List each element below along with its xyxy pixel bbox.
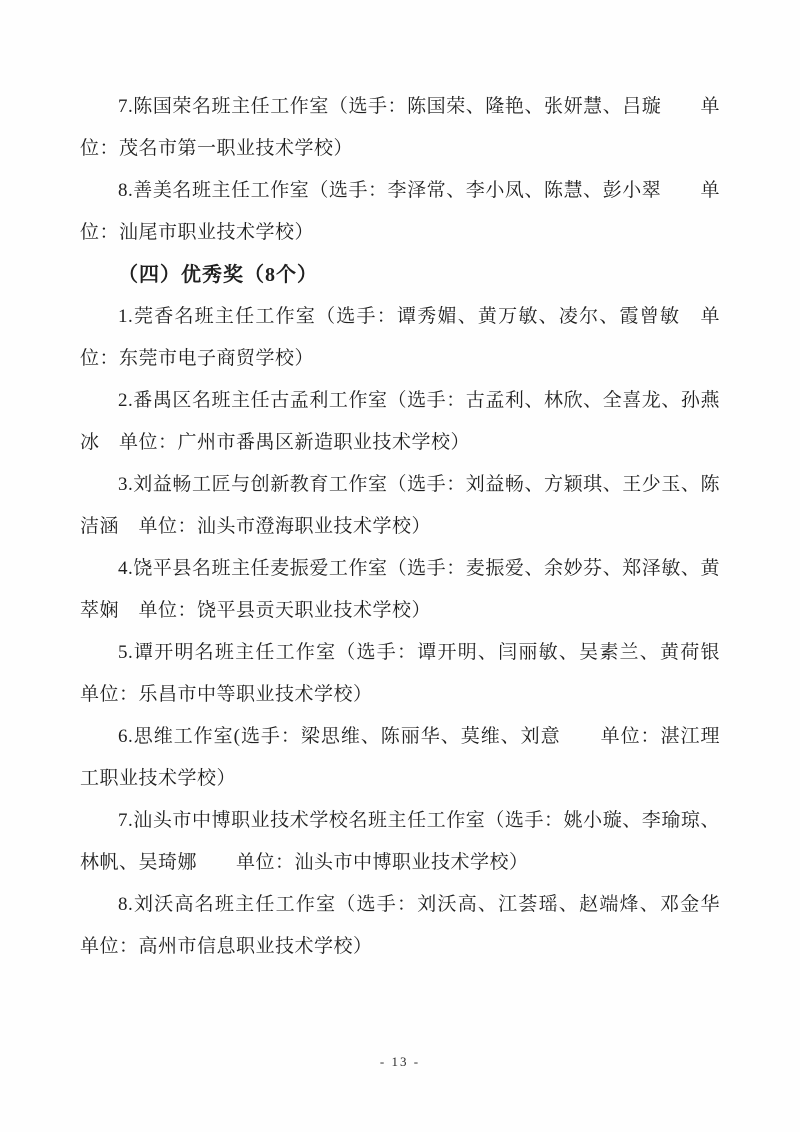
award-item-3: 3.刘益畅工匠与创新教育工作室（选手：刘益畅、方颖琪、王少玉、陈洁涵 单位：汕头市澄海职业技术学校） xyxy=(80,474,720,537)
award-item-7: 7.汕头市中博职业技术学校名班主任工作室（选手：姚小璇、李瑜琼、林帆、吴琦娜 单位：汕头市中博职业技术学校） xyxy=(80,810,720,873)
award-item-1: 1.莞香名班主任工作室（选手：谭秀媚、黄万敏、凌尔、霞曾敏 单位：东莞市电子商贸学校） xyxy=(80,306,720,369)
section-heading: （四）优秀奖（8个） xyxy=(118,264,318,286)
award-item-6: 6.思维工作室(选手：梁思维、陈丽华、莫维、刘意 单位：湛江理工职业技术学校） xyxy=(80,726,720,789)
award-item-4: 4.饶平县名班主任麦振爱工作室（选手：麦振爱、余妙芬、郑泽敏、黄萃娴 单位：饶平县贡天职业技术学校） xyxy=(80,558,720,621)
award-item-5: 5.谭开明名班主任工作室（选手：谭开明、闫丽敏、吴素兰、黄荷银 单位：乐昌市中等职业技术学校） xyxy=(80,642,740,705)
award-item-2: 2.番禺区名班主任古孟利工作室（选手：古孟利、林欣、全喜龙、孙燕冰 单位：广州市番禺区新造职业技术学校） xyxy=(80,390,720,453)
award-item-8: 8.刘沃高名班主任工作室（选手：刘沃高、江荟瑶、赵端烽、邓金华 单位：高州市信息职业技术学校） xyxy=(80,894,760,957)
list-item-continued-7: 7.陈国荣名班主任工作室（选手：陈国荣、隆艳、张妍慧、吕璇 单位：茂名市第一职业技术学校） xyxy=(80,96,720,159)
list-item-continued-8: 8.善美名班主任工作室（选手：李泽常、李小凤、陈慧、彭小翠 单位：汕尾市职业技术学校） xyxy=(80,180,720,243)
page-number: - 13 - xyxy=(379,1054,421,1069)
